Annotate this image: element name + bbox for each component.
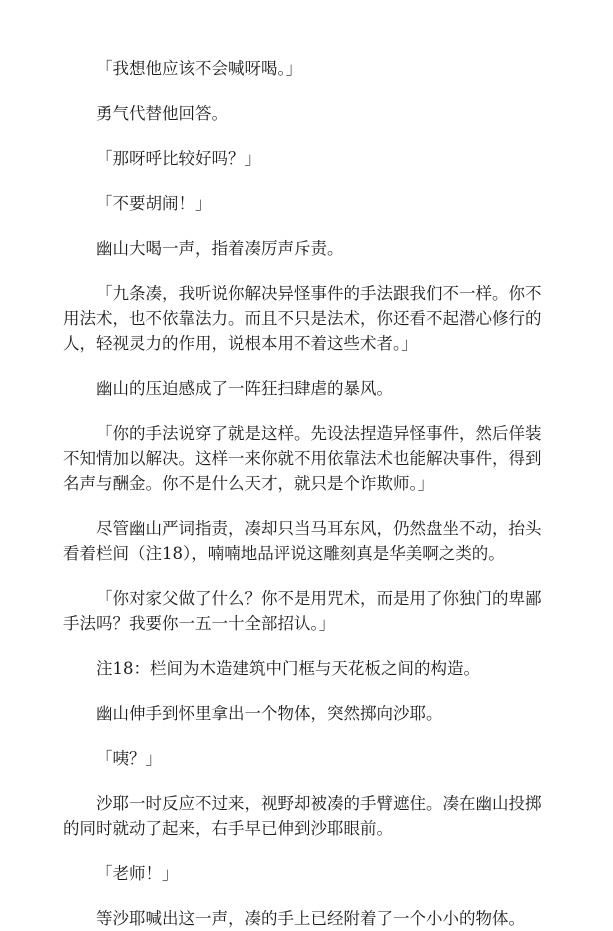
paragraph-5: 幽山大喝一声，指着凑厉声斥责。	[96, 239, 344, 258]
paragraph-12: 「咦？」	[96, 749, 162, 768]
paragraph-6: 「九条凑，我听说你解决异怪事件的手法跟我们不一样。你不用法术，也不依靠法力。而且不只是法术，你还看不起潜心修行的人，轻视灵力的作用，说根本用不着这些术者。」	[63, 284, 542, 353]
paragraph-2: 勇气代替他回答。	[96, 104, 228, 123]
paragraph-8: 「你的手法说穿了就是这样。先设法捏造异怪事件，然后佯装不知情加以解决。这样一来你就不用依靠法术也能解决事件，得到名声与酬金。你不是什么天才，就只是个诈欺师。」	[63, 424, 542, 493]
paragraph-3: 「那呀呼比较好吗？」	[96, 149, 261, 168]
footnote-18: 注18：栏间为木造建筑中门框与天花板之间的构造。	[96, 659, 480, 678]
paragraph-4: 「不要胡闹！」	[96, 194, 212, 213]
paragraph-13: 沙耶一时反应不过来，视野却被凑的手臂遮住。凑在幽山投掷的同时就动了起来，右手早已伸到沙耶眼前。	[63, 794, 542, 838]
paragraph-9: 尽管幽山严词指责，凑却只当马耳东风，仍然盘坐不动，抬头看着栏间（注18），喃喃地品评说这雕刻真是华美啊之类的。	[63, 519, 542, 563]
paragraph-14: 「老师！」	[96, 864, 179, 883]
paragraph-10: 「你对家父做了什么？你不是用咒术，而是用了你独门的卑鄙手法吗？我要你一五一十全部招认。」	[63, 589, 542, 633]
paragraph-11: 幽山伸手到怀里拿出一个物体，突然掷向沙耶。	[96, 704, 443, 723]
paragraph-1: 「我想他应该不会喊呀喝。」	[96, 59, 303, 78]
paragraph-15: 等沙耶喊出这一声，凑的手上已经附着了一个小小的物体。	[96, 909, 525, 928]
paragraph-7: 幽山的压迫感成了一阵狂扫肆虐的暴风。	[96, 379, 393, 398]
